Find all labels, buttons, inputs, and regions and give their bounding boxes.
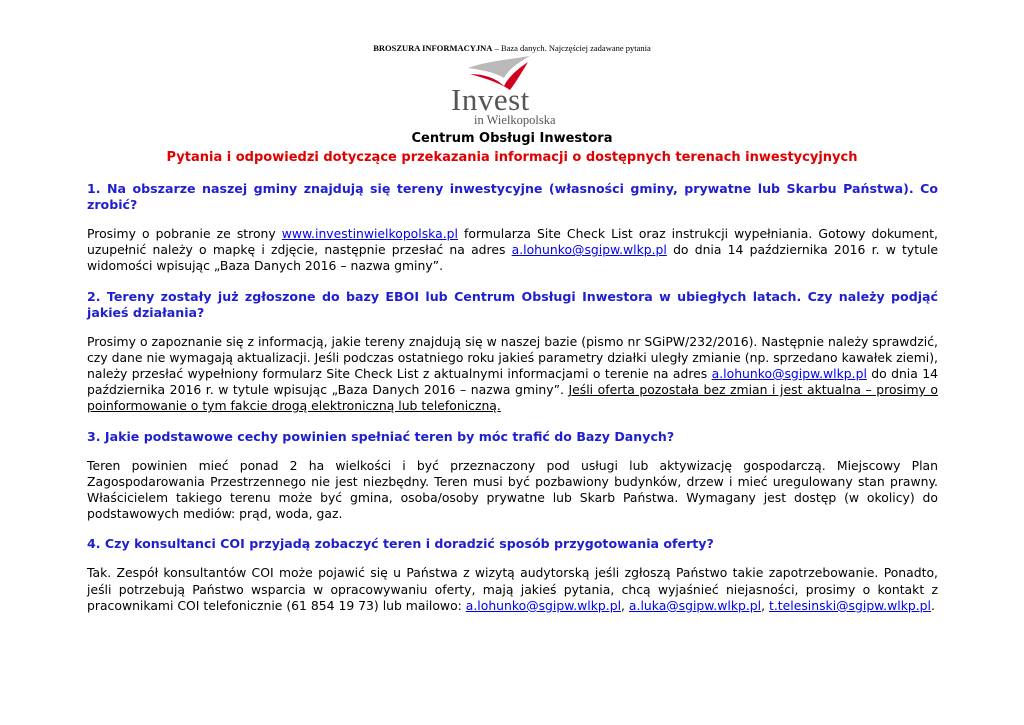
email-link[interactable]: a.lohunko@sgipw.wlkp.pl (465, 597, 622, 613)
header-rest-text: – Baza danych. Najczęściej zadawane pytania (492, 43, 651, 53)
page-subtitle: Pytania i odpowiedzi dotyczące przekazania informacji o dostępnych terenach inwestycyjnych (166, 150, 858, 165)
faq-content (87, 181, 938, 614)
question-4: 4. Czy konsultanci COI przyjadą zobaczyć teren i doradzić sposób przygotowania oferty? (87, 536, 714, 552)
logo-invest-text: Invest (451, 82, 530, 117)
answer-1 (87, 226, 938, 275)
answer-1-text-c: do dnia 14 października 2016 r. w tytule widomości wpisując „Baza Danych 2016 – nazwa gminy”. (87, 242, 939, 274)
header-bold-text: BROSZURA INFORMACYJNA (373, 43, 493, 53)
answer-2-underlined-note: Jeśli oferta pozostała bez zmian i jest aktualna – prosimy o poinformowanie o tym fakcie drogą elektroniczną lub telefoniczną. (87, 382, 938, 414)
period: . (931, 597, 935, 613)
email-link[interactable]: a.lohunko@sgipw.wlkp.pl (511, 242, 667, 258)
answer-1-text-a: Prosimy o pobranie ze strony (87, 226, 282, 241)
email-link[interactable]: a.luka@sgipw.wlkp.pl (628, 597, 762, 613)
answer-2 (87, 334, 938, 415)
email-link[interactable]: a.lohunko@sgipw.wlkp.pl (711, 366, 867, 382)
question-1: 1. Na obszarze naszej gminy znajdują się tereny inwestycyjne (własności gminy, prywatne lub Skarbu Państwa). Co zrobić? (87, 181, 938, 212)
question-3: 3. Jakie podstawowe cechy powinien spełniać teren by móc trafić do Bazy Danych? (87, 428, 675, 444)
question-2: 2. Tereny zostały już zgłoszone do bazy EBOI lub Centrum Obsługi Inwestora w ubiegłych latach. Czy należy podjąć jakieś działania? (87, 288, 938, 320)
answer-3 (87, 458, 938, 523)
email-link[interactable]: t.telesinski@sgipw.wlkp.pl (769, 597, 931, 613)
website-link[interactable]: www.investinwielkopolska.pl (281, 226, 458, 241)
page-title: Centrum Obsługi Inwestora (411, 131, 613, 146)
separator: , (621, 597, 629, 613)
invest-in-wielkopolska-logo (448, 56, 578, 128)
logo-sub-text: in Wielkopolska (474, 113, 556, 127)
answer-4 (87, 565, 938, 614)
document-header (0, 43, 1024, 53)
separator: , (761, 597, 769, 613)
answer-2-text-b: do dnia 14 października 2016 r. w tytule wpisując „Baza Danych 2016 – nazwa gminy”. (87, 366, 938, 398)
answer-4-text: Tak. Zespół konsultantów COI może pojawić się u Państwa z wizytą audytorską jeśli zgłoszą Państwo takie zapotrzebowanie. Ponadto, jeśli potrzebują Państwo wsparcia w opracowywaniu oferty, mają jakieś pytania, chcą wyjaśnieć niejasności, prosimy o kontakt z pracownikami COI telefonicznie (61 854 19 73) lub mailowo: (87, 565, 938, 613)
answer-3-text: Teren powinien mieć ponad 2 ha wielkości i być przeznaczony pod usługi lub aktywizację gospodarczą. Miejscowy Plan Zagospodarowania Przestrzennego nie jest niezbędny. Teren musi być pozbawiony budynków, drzew i mieć uregulowany stan prawny. Właścicielem takiego terenu może być gmina, osoba/osoby prywatne lub Skarb Państwa. Wymagany jest dostęp (w okolicy) do podstawowych mediów: prąd, woda, gaz. (87, 457, 938, 522)
answer-2-text-a: Prosimy o zapoznanie się z informacją, jakie tereny znajdują się w naszej bazie (pismo nr SGiPW/232/2016). Następnie należy sprawdzić, czy dane nie wymagają aktualizacji. Jeśli podczas ostatniego roku jakieś parametry działki uległy zmianie (np. sprzedano kawałek ziemi), należy przesłać wypełniony formularz Site Check List z aktualnymi informacjami o terenie na adres (87, 333, 938, 382)
answer-1-text-b: formularza Site Check List oraz instrukcji wypełniania. Gotowy dokument, uzupełnić należy o mapkę i zdjęcie, następnie przesłać na adres (87, 226, 938, 258)
